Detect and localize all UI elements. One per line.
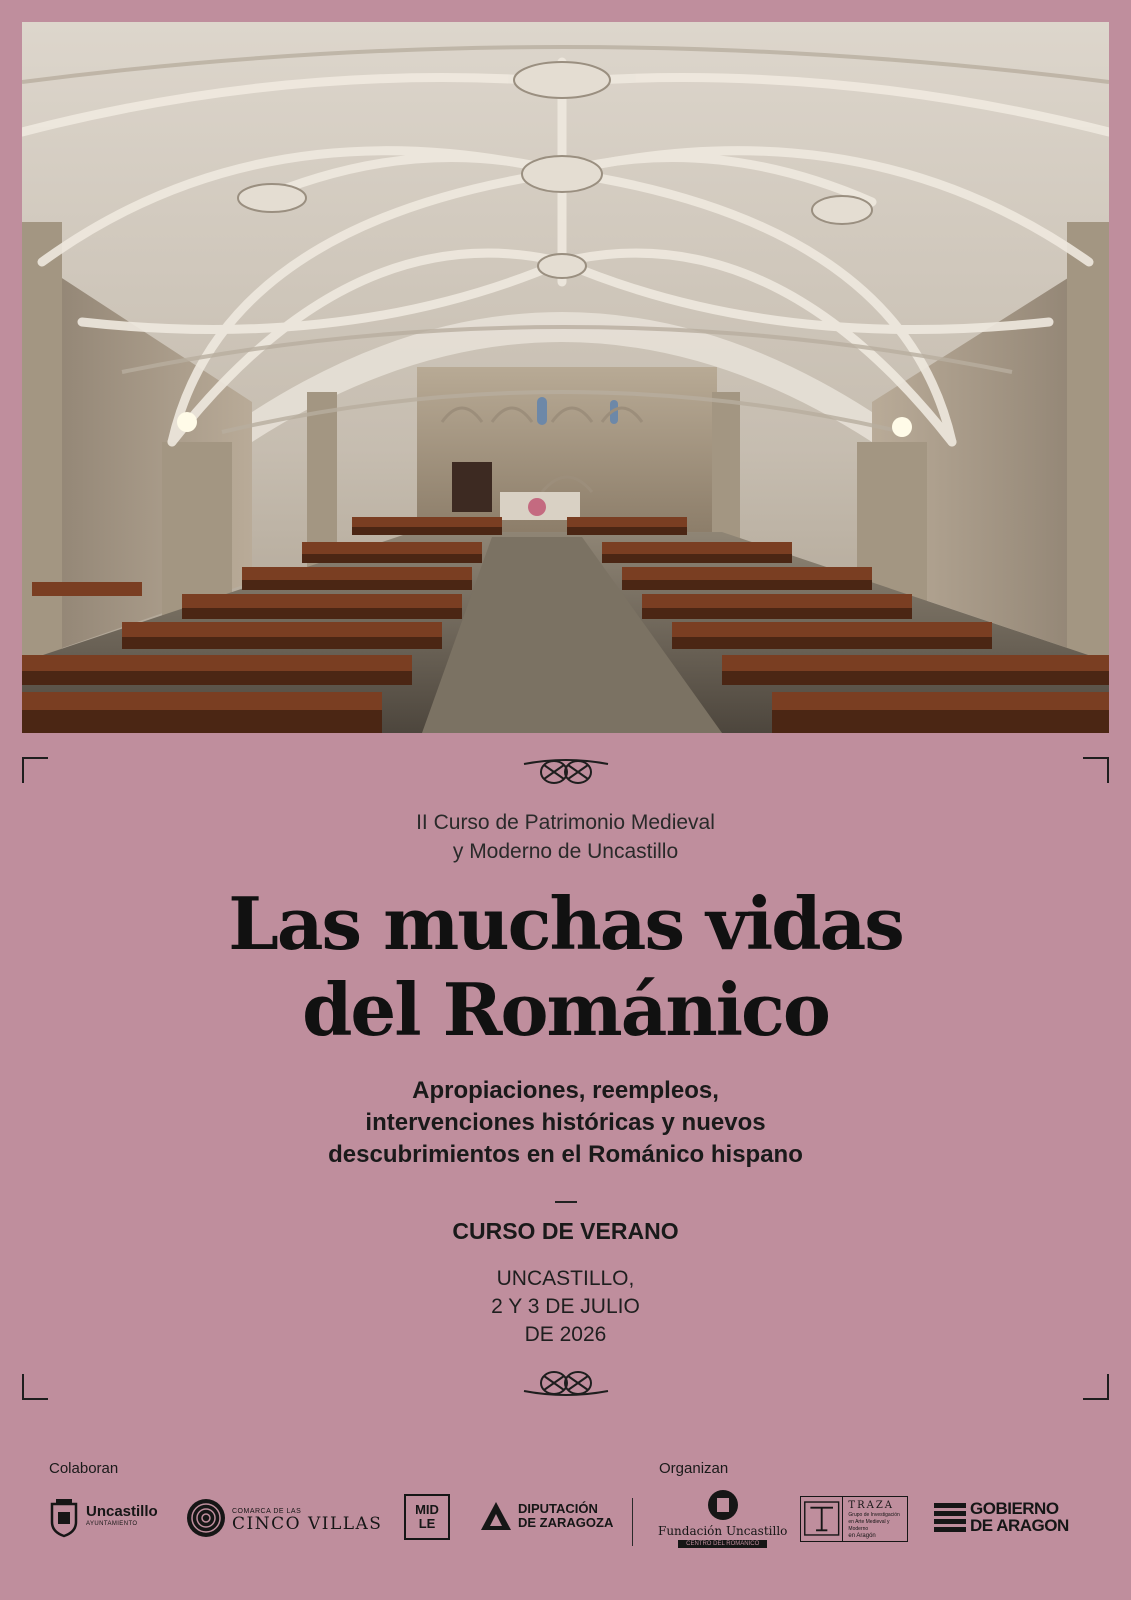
diputacion-zaragoza-logo bbox=[480, 1500, 613, 1532]
corner-mark-bottom-left bbox=[22, 1374, 48, 1400]
year-line: DE 2026 bbox=[524, 1323, 607, 1346]
gobierno-aragon-logo bbox=[934, 1500, 1069, 1534]
diputacion-line1: DIPUTACIÓN bbox=[518, 1501, 598, 1516]
divider-dash bbox=[555, 1201, 577, 1203]
place-and-date bbox=[0, 1265, 1131, 1349]
church-nave-illustration bbox=[22, 22, 1109, 733]
traza-logo bbox=[800, 1496, 908, 1542]
hero-photo bbox=[22, 22, 1109, 733]
cinco-villas-small: COMARCA DE LAS bbox=[232, 1508, 302, 1515]
fundacion-emblem-icon bbox=[706, 1488, 740, 1522]
corner-mark-top-right bbox=[1083, 757, 1109, 783]
corner-mark-bottom-right bbox=[1083, 1374, 1109, 1400]
page-title bbox=[0, 881, 1131, 1053]
title-line1: Las muchas vidas bbox=[228, 881, 903, 966]
organizers-label: Organizan bbox=[659, 1460, 729, 1477]
uncastillo-name: Uncastillo bbox=[86, 1503, 158, 1520]
course-name bbox=[0, 808, 1131, 866]
midle-name: MID LE bbox=[415, 1502, 439, 1531]
gobierno-line2: DE ARAGON bbox=[970, 1516, 1069, 1535]
traza-emblem-icon bbox=[801, 1497, 842, 1540]
poster-text bbox=[0, 808, 1131, 1349]
gobierno-aragon-emblem-icon bbox=[934, 1501, 966, 1533]
subtitle bbox=[0, 1075, 1131, 1171]
cinco-villas-logo bbox=[186, 1498, 382, 1538]
diputacion-line2: DE ZARAGOZA bbox=[518, 1515, 614, 1530]
uncastillo-sub: AYUNTAMIENTO bbox=[86, 1521, 138, 1527]
knot-ornament-icon bbox=[522, 755, 610, 787]
cinco-villas-emblem-icon bbox=[186, 1498, 226, 1538]
midle-logo bbox=[404, 1494, 450, 1540]
title-line2: del Románico bbox=[302, 967, 829, 1052]
fundacion-name: Fundación Uncastillo bbox=[658, 1524, 788, 1538]
date-line: 2 Y 3 DE JULIO bbox=[491, 1295, 640, 1318]
course-name-line1: II Curso de Patrimonio Medieval bbox=[416, 811, 715, 834]
course-type: CURSO DE VERANO bbox=[452, 1218, 679, 1244]
fundacion-sub: CENTRO DEL ROMÁNICO bbox=[678, 1540, 767, 1548]
uncastillo-logo bbox=[48, 1498, 158, 1538]
knot-ornament-icon bbox=[522, 1368, 610, 1400]
fundacion-uncastillo-logo bbox=[658, 1488, 787, 1548]
corner-mark-top-left bbox=[22, 757, 48, 783]
gobierno-line1: GOBIERNO bbox=[970, 1499, 1059, 1518]
subtitle-line2: intervenciones históricas y nuevos bbox=[365, 1109, 766, 1136]
subtitle-line1: Apropiaciones, reempleos, bbox=[412, 1077, 719, 1104]
course-name-line2: y Moderno de Uncastillo bbox=[452, 840, 679, 863]
place-line1: UNCASTILLO, bbox=[496, 1267, 635, 1290]
uncastillo-shield-icon bbox=[48, 1498, 80, 1538]
cinco-villas-name: CINCO VILLAS bbox=[232, 1514, 383, 1534]
collaborators-label: Colaboran bbox=[49, 1460, 119, 1477]
diputacion-triangle-icon bbox=[480, 1500, 512, 1532]
traza-sub2: en Arte Medieval y Moderno bbox=[848, 1519, 890, 1532]
logos-row bbox=[0, 1488, 1131, 1558]
traza-name: TRAZA bbox=[848, 1500, 894, 1511]
traza-sub3: en Aragón bbox=[848, 1533, 876, 1539]
traza-sub1: Grupo de Investigación bbox=[848, 1512, 900, 1518]
subtitle-line3: descubrimientos en el Románico hispano bbox=[328, 1141, 803, 1168]
